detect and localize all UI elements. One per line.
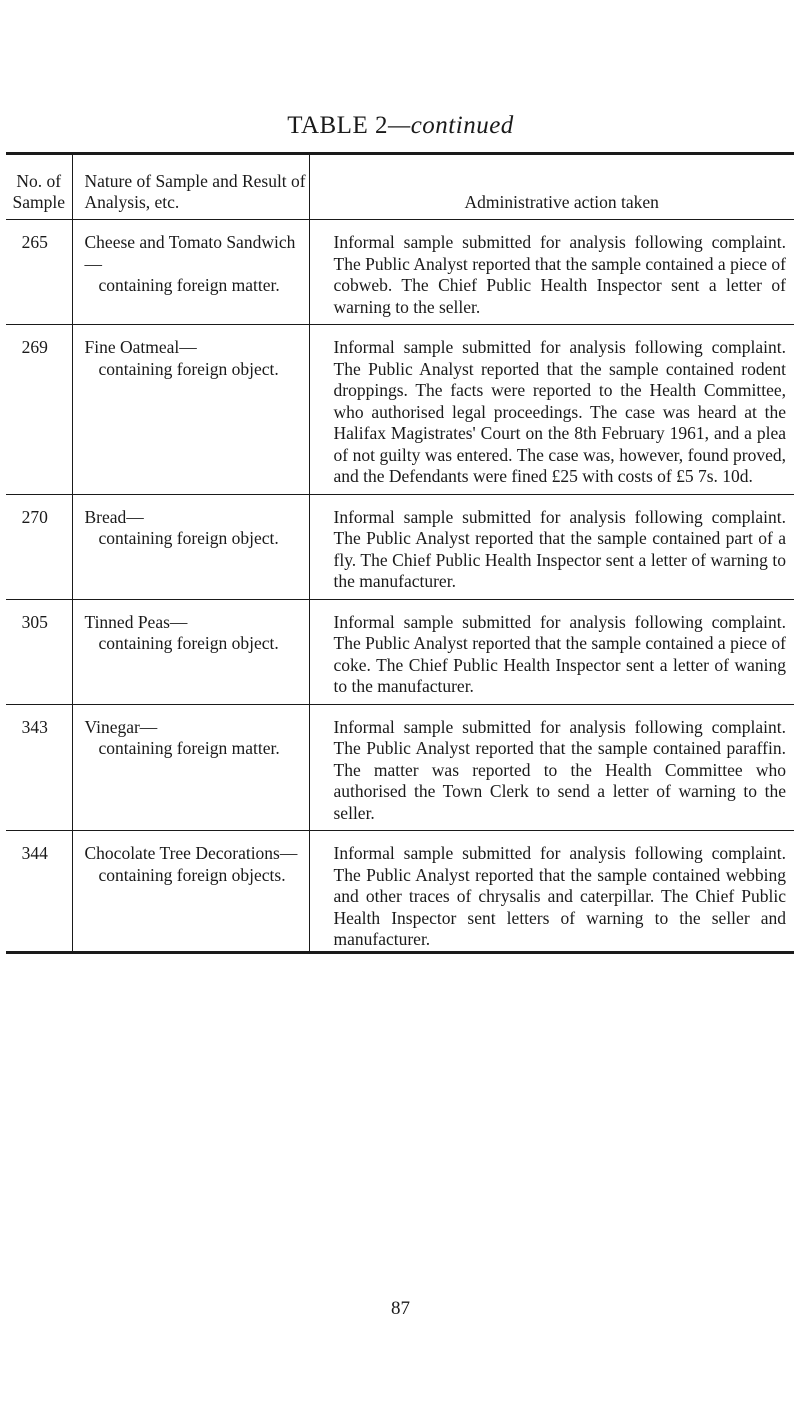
sample-number-cell: 305 [6,599,72,704]
nature-cell [72,494,309,599]
header-administrative-action: Administrative action taken [309,154,794,220]
action-cell: Informal sample submitted for analysis following complaint. The Public Analyst reported that the sample contained paraffin. The matter was reported to the Health Committee who authorised the Town Clerk to send a letter of warning to the seller. [309,704,794,831]
table-title-main: TABLE 2 [287,112,388,139]
nature-cell [72,599,309,704]
sample-table-container [6,152,794,954]
table-body [6,220,794,953]
action-cell: Informal sample submitted for analysis following complaint. The Public Analyst reported that the sample contained a piece of coke. The Chief Public Health Inspector sent a letter of waning to the manufacturer. [309,599,794,704]
header-sample-number: No. of Sample [6,154,72,220]
table-row [6,325,794,495]
analysis-result: containing foreign object. [98,528,279,548]
header-row [6,154,794,220]
action-cell: Informal sample submitted for analysis following complaint. The Public Analyst reported that the sample contained a piece of cobweb. The Chief Public Health Inspector sent a letter of warning to the seller. [309,220,794,325]
analysis-result: containing foreign matter. [98,738,280,758]
analysis-result: containing foreign object. [98,633,279,653]
action-cell: Informal sample submitted for analysis following complaint. The Public Analyst reported that the sample contained rodent droppings. The facts were reported to the Health Committee, who authorised legal proceedings. The case was heard at the Halifax Magistrates' Court on the 8th February 1961, and a plea of not guilty was entered. The case was, however, found proved, and the Defendants were fined £25 with costs of £5 7s. 10d. [309,325,794,495]
sample-name: Tinned Peas— [84,611,188,632]
page-title [0,112,801,140]
table-title-continued: —continued [387,112,514,139]
sample-name: Bread— [84,506,144,527]
nature-cell [72,325,309,495]
table-row [6,831,794,953]
nature-cell [72,831,309,953]
page-number: 87 [391,1298,410,1319]
table-header [6,154,794,220]
sample-name: Cheese and Tomato Sandwich— [84,232,296,274]
sample-number-cell: 344 [6,831,72,953]
sample-number-cell: 343 [6,704,72,831]
table-row [6,704,794,831]
analysis-result: containing foreign objects. [98,864,286,885]
nature-cell [72,220,309,325]
action-cell: Informal sample submitted for analysis following complaint. The Public Analyst reported that the sample contained webbing and other traces of chrysalis and caterpillar. The Chief Public Health Inspector sent letters of warning to the seller and manufacturer. [309,831,794,953]
sample-number-cell: 265 [6,220,72,325]
header-nature-of-sample: Nature of Sample and Result of Analysis, etc. [72,154,309,220]
sample-name: Fine Oatmeal— [84,337,197,357]
action-cell: Informal sample submitted for analysis following complaint. The Public Analyst reported that the sample contained part of a fly. The Chief Public Health Inspector sent a letter of warning to the manufacturer. [309,494,794,599]
table-row [6,494,794,599]
nature-cell [72,704,309,831]
analysis-result: containing foreign matter. [98,275,280,295]
sample-number-cell: 270 [6,494,72,599]
table-row [6,599,794,704]
sample-name: Vinegar— [84,716,158,737]
analysis-result: containing foreign object. [98,358,279,379]
sample-table [6,152,794,954]
sample-name: Chocolate Tree Decorations— [84,843,298,863]
table-row [6,220,794,325]
sample-number-cell: 269 [6,325,72,495]
